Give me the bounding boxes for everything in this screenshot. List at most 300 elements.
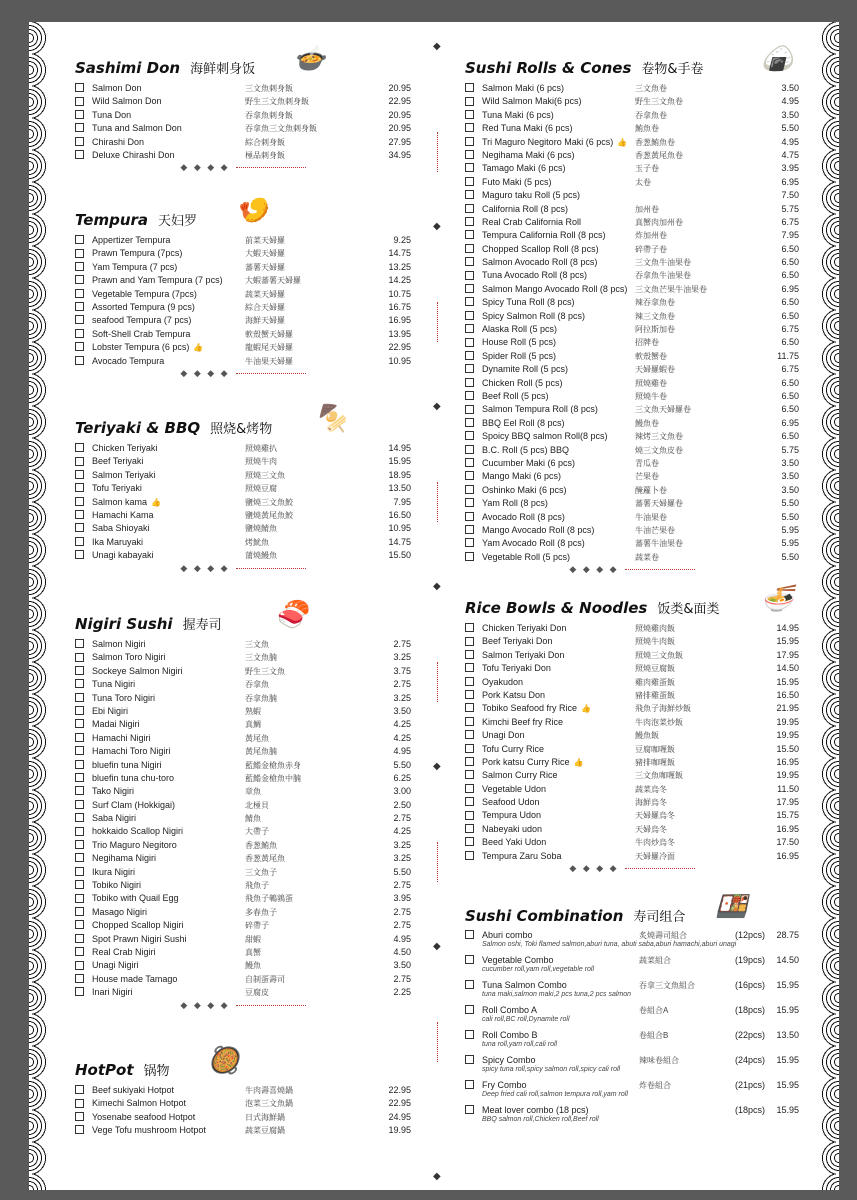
item-chinese-name: 大蝦蕃薯天婦羅 — [245, 276, 301, 286]
menu-item — [75, 879, 411, 892]
item-name-wrap — [482, 162, 566, 175]
item-checkbox[interactable] — [75, 639, 84, 648]
item-price: 16.75 — [388, 301, 411, 312]
item-chinese-name: 照燒豆腐 — [245, 484, 277, 494]
item-checkbox[interactable] — [75, 853, 84, 862]
item-name: California Roll (8 pcs) — [482, 203, 569, 214]
item-price: 10.95 — [388, 355, 411, 366]
item-checkbox[interactable] — [75, 356, 84, 365]
item-checkbox[interactable] — [75, 342, 84, 351]
item-checkbox[interactable] — [465, 471, 474, 480]
item-checkbox[interactable] — [75, 666, 84, 675]
item-chinese-name: 太卷 — [635, 177, 651, 187]
bowl-illustration-icon: 🍲 — [293, 44, 326, 74]
item-name-wrap — [482, 511, 565, 524]
section-divider: ◆ ◆ ◆ ◆ — [465, 564, 799, 578]
item-name: Ebi Nigiri — [92, 705, 129, 716]
item-name-wrap — [92, 136, 144, 149]
item-checkbox[interactable] — [465, 338, 474, 347]
hand-roll-illustration-icon: 🍙 — [761, 44, 794, 74]
combo-chinese-name: 卷組合A — [639, 1006, 669, 1015]
menu-item — [75, 705, 411, 718]
item-price: 3.25 — [393, 692, 411, 703]
item-checkbox[interactable] — [75, 289, 84, 298]
item-name-wrap — [482, 229, 606, 242]
item-checkbox[interactable] — [465, 271, 474, 280]
item-name: hokkaido Scallop Nigiri — [92, 826, 184, 837]
item-checkbox[interactable] — [75, 733, 84, 742]
item-checkbox[interactable] — [75, 1112, 84, 1121]
item-checkbox[interactable] — [465, 244, 474, 253]
item-price: 14.95 — [776, 623, 799, 633]
item-checkbox[interactable] — [465, 538, 474, 547]
item-name-wrap — [482, 769, 558, 782]
item-checkbox[interactable] — [75, 693, 84, 702]
item-chinese-name: 照燒牛肉飯 — [635, 637, 675, 647]
item-checkbox[interactable] — [465, 824, 474, 833]
item-checkbox[interactable] — [75, 329, 84, 338]
item-price: 7.50 — [781, 190, 799, 201]
item-chinese-name: 鹽燒三文魚鮫 — [245, 497, 293, 507]
item-checkbox[interactable] — [465, 512, 474, 521]
item-checkbox[interactable] — [465, 623, 474, 632]
item-checkbox[interactable] — [465, 1055, 474, 1064]
item-checkbox[interactable] — [465, 837, 474, 846]
item-name-wrap — [482, 662, 551, 675]
item-checkbox[interactable] — [465, 364, 474, 373]
item-checkbox[interactable] — [465, 163, 474, 172]
item-chinese-name: 鹽燒鯖魚 — [245, 524, 277, 534]
item-price: 24.95 — [388, 1111, 411, 1122]
item-name: Prawn and Yam Tempura (7 pcs) — [92, 275, 223, 286]
item-checkbox[interactable] — [75, 550, 84, 559]
item-checkbox[interactable] — [75, 110, 84, 119]
item-name: Salmon Don — [92, 83, 142, 93]
item-chinese-name: 鰻魚卷 — [635, 418, 659, 428]
item-checkbox[interactable] — [465, 677, 474, 686]
item-checkbox[interactable] — [465, 110, 474, 119]
item-checkbox[interactable] — [75, 150, 84, 159]
item-checkbox[interactable] — [465, 930, 474, 939]
item-checkbox[interactable] — [75, 83, 84, 92]
item-name-wrap — [482, 524, 594, 537]
item-checkbox[interactable] — [75, 773, 84, 782]
item-price: 10.95 — [388, 523, 411, 534]
combo-chinese-name: 吞拿三文魚組合 — [639, 981, 695, 990]
menu-item — [465, 283, 799, 296]
item-name: Ikura Nigiri — [92, 866, 136, 877]
item-price: 3.95 — [781, 163, 799, 174]
item-checkbox[interactable] — [465, 717, 474, 726]
item-checkbox[interactable] — [75, 813, 84, 822]
item-chinese-name: 香葱鮪魚 — [245, 840, 277, 850]
item-checkbox[interactable] — [75, 947, 84, 956]
item-checkbox[interactable] — [465, 445, 474, 454]
item-checkbox[interactable] — [465, 498, 474, 507]
item-name: Unagi Don — [482, 730, 525, 741]
item-name: Spicy Salmon Roll (8 pcs) — [482, 310, 586, 321]
item-checkbox[interactable] — [75, 137, 84, 146]
item-checkbox[interactable] — [465, 378, 474, 387]
item-name-wrap — [92, 328, 190, 341]
item-price: 16.50 — [776, 689, 799, 700]
item-checkbox[interactable] — [465, 177, 474, 186]
item-name-wrap — [482, 136, 627, 149]
item-checkbox[interactable] — [75, 523, 84, 532]
item-name: Maguro taku Roll (5 pcs) — [482, 190, 581, 201]
item-chinese-name: 鯖魚 — [245, 814, 261, 824]
item-checkbox[interactable] — [75, 302, 84, 311]
item-checkbox[interactable] — [75, 679, 84, 688]
item-checkbox[interactable] — [465, 230, 474, 239]
item-chinese-name: 蔬菜豆腐鍋 — [245, 1126, 285, 1136]
item-name-wrap — [92, 1084, 174, 1097]
item-price: 15.95 — [776, 636, 799, 647]
item-checkbox[interactable] — [465, 204, 474, 213]
item-name-wrap — [482, 310, 585, 323]
item-name-wrap — [92, 959, 139, 972]
item-checkbox[interactable] — [465, 405, 474, 414]
item-name: Salmon kama — [92, 496, 148, 507]
item-name-wrap — [92, 852, 156, 865]
combo-chinese-name: 辣味卷組合 — [639, 1056, 679, 1065]
item-name: Soft-Shell Crab Tempura — [92, 328, 191, 339]
item-checkbox[interactable] — [75, 443, 84, 452]
item-name: Dynamite Roll (5 pcs) — [482, 364, 569, 375]
item-checkbox[interactable] — [465, 97, 474, 106]
menu-item — [465, 189, 799, 202]
section-sushi-combination — [465, 892, 799, 1130]
menu-item — [75, 933, 411, 946]
item-chinese-name: 三文魚腩 — [245, 653, 277, 663]
item-checkbox[interactable] — [75, 262, 84, 271]
item-name: House Roll (5 pcs) — [482, 337, 557, 348]
item-chinese-name: 甜蝦 — [245, 934, 261, 944]
item-name: Tofu Teriyaki Don — [482, 663, 551, 674]
item-checkbox[interactable] — [465, 257, 474, 266]
item-checkbox[interactable] — [465, 431, 474, 440]
menu-item — [75, 919, 411, 932]
item-chinese-name: 碎帶子卷 — [635, 244, 667, 254]
item-checkbox[interactable] — [465, 83, 474, 92]
menu-item — [75, 1124, 411, 1137]
item-chinese-name: 蔬菜天婦羅 — [245, 289, 285, 299]
item-name-wrap — [482, 756, 584, 769]
item-checkbox[interactable] — [465, 1105, 474, 1114]
item-price: 6.95 — [781, 176, 799, 187]
item-checkbox[interactable] — [465, 730, 474, 739]
item-checkbox[interactable] — [465, 757, 474, 766]
item-checkbox[interactable] — [75, 97, 84, 106]
item-price: 20.95 — [388, 109, 411, 120]
item-checkbox[interactable] — [75, 987, 84, 996]
item-checkbox[interactable] — [75, 510, 84, 519]
item-name-wrap — [482, 676, 523, 689]
menu-item — [465, 796, 799, 809]
item-name: Beef Teriyaki Don — [482, 636, 553, 647]
item-name: Yosenabe seafood Hotpot — [92, 1111, 196, 1122]
item-checkbox[interactable] — [75, 706, 84, 715]
item-name-wrap — [92, 1111, 195, 1124]
item-checkbox[interactable] — [465, 418, 474, 427]
menu-item — [75, 509, 411, 522]
item-checkbox[interactable] — [75, 907, 84, 916]
item-price: 16.95 — [776, 756, 799, 767]
item-checkbox[interactable] — [465, 784, 474, 793]
item-price: 5.75 — [781, 444, 799, 455]
item-chinese-name: 三文魚芒果牛油果卷 — [635, 284, 707, 294]
menu-item — [465, 537, 799, 550]
item-name-wrap — [92, 986, 133, 999]
item-name: Vege Tofu mushroom Hotpot — [92, 1125, 206, 1136]
item-checkbox[interactable] — [75, 315, 84, 324]
item-checkbox[interactable] — [465, 217, 474, 226]
combo-piece-count: (21pcs) — [735, 1080, 766, 1090]
item-checkbox[interactable] — [75, 760, 84, 769]
item-checkbox[interactable] — [465, 485, 474, 494]
item-checkbox[interactable] — [465, 190, 474, 199]
item-name-wrap — [92, 946, 156, 959]
item-checkbox[interactable] — [75, 653, 84, 662]
item-name-wrap — [482, 716, 563, 729]
item-chinese-name: 照燒牛卷 — [635, 391, 667, 401]
item-name-wrap — [92, 879, 141, 892]
item-checkbox[interactable] — [465, 637, 474, 646]
item-name: Tuna Toro Nigiri — [92, 692, 156, 703]
item-checkbox[interactable] — [75, 746, 84, 755]
item-chinese-name: 章魚 — [245, 787, 261, 797]
item-name: Avocado Roll (8 pcs) — [482, 511, 565, 522]
item-name-wrap — [92, 341, 203, 354]
item-chinese-name: 吞拿魚牛油果卷 — [635, 271, 691, 281]
item-checkbox[interactable] — [465, 351, 474, 360]
item-price: 4.25 — [393, 826, 411, 837]
menu-item — [75, 812, 411, 825]
item-price: 6.25 — [393, 772, 411, 783]
menu-item — [75, 651, 411, 664]
item-checkbox[interactable] — [465, 123, 474, 132]
item-name-wrap — [482, 149, 575, 162]
menu-item — [465, 82, 799, 95]
item-name-wrap — [92, 825, 183, 838]
item-checkbox[interactable] — [465, 1080, 474, 1089]
menu-item — [75, 959, 411, 972]
item-checkbox[interactable] — [465, 1030, 474, 1039]
item-checkbox[interactable] — [465, 770, 474, 779]
item-checkbox[interactable] — [465, 324, 474, 333]
item-name-wrap — [482, 649, 564, 662]
item-name-wrap — [482, 350, 556, 363]
item-checkbox[interactable] — [465, 980, 474, 989]
item-name-wrap — [92, 839, 177, 852]
section-teriyaki-bbq — [75, 404, 411, 577]
item-name-wrap — [92, 482, 142, 495]
item-chinese-name: 前菜天婦羅 — [245, 236, 285, 245]
item-checkbox[interactable] — [75, 497, 84, 506]
menu-item — [75, 825, 411, 838]
item-checkbox[interactable] — [75, 800, 84, 809]
item-name: Yam Tempura (7 pcs) — [92, 261, 178, 272]
item-name: Real Crab California Roll — [482, 216, 582, 227]
item-name-wrap — [482, 336, 556, 349]
item-checkbox[interactable] — [465, 663, 474, 672]
item-checkbox[interactable] — [75, 880, 84, 889]
item-price: 7.95 — [393, 496, 411, 507]
item-checkbox[interactable] — [465, 797, 474, 806]
item-checkbox[interactable] — [75, 1099, 84, 1108]
menu-item — [75, 852, 411, 865]
menu-item — [465, 649, 799, 662]
item-checkbox[interactable] — [465, 284, 474, 293]
menu-item — [75, 288, 411, 301]
item-checkbox[interactable] — [75, 867, 84, 876]
menu-item — [465, 203, 799, 216]
item-checkbox[interactable] — [75, 123, 84, 132]
item-chinese-name: 鮪魚卷 — [635, 124, 659, 134]
item-checkbox[interactable] — [465, 150, 474, 159]
item-name: Chopped Scallop Roll (8 pcs) — [482, 243, 599, 254]
item-name: Appertizer Tempura — [92, 235, 171, 245]
item-name: Spoicy BBQ salmon Roll(8 pcs) — [482, 431, 608, 442]
thumbs-up-icon: 👍 — [617, 137, 628, 147]
item-checkbox[interactable] — [465, 851, 474, 860]
item-checkbox[interactable] — [75, 470, 84, 479]
item-checkbox[interactable] — [465, 391, 474, 400]
item-checkbox[interactable] — [465, 703, 474, 712]
item-name-wrap — [482, 457, 575, 470]
menu-item — [75, 455, 411, 468]
item-checkbox[interactable] — [465, 650, 474, 659]
item-checkbox[interactable] — [75, 840, 84, 849]
item-chinese-name: 天婦羅烏冬 — [635, 811, 675, 821]
item-checkbox[interactable] — [75, 961, 84, 970]
item-checkbox[interactable] — [75, 537, 84, 546]
item-price: 2.25 — [393, 987, 411, 998]
item-name: Sockeye Salmon Nigiri — [92, 665, 183, 676]
item-price: 19.95 — [776, 770, 799, 781]
item-checkbox[interactable] — [465, 311, 474, 320]
item-name-wrap — [92, 906, 147, 919]
item-name: Unagi Nigiri — [92, 960, 139, 971]
item-price: 5.75 — [781, 203, 799, 214]
combo-piece-count: (16pcs) — [735, 980, 766, 990]
item-checkbox[interactable] — [75, 1125, 84, 1134]
item-chinese-name: 吞拿魚腩 — [245, 693, 277, 703]
item-chinese-name: 豬排咖喱飯 — [635, 757, 675, 767]
item-chinese-name: 牛肉炒烏冬 — [635, 838, 675, 848]
item-price: 11.75 — [777, 350, 799, 361]
menu-item — [75, 95, 411, 108]
item-chinese-name: 豆腐咖喱飯 — [635, 744, 675, 754]
item-chinese-name: 藍鰭金槍魚中腩 — [245, 773, 301, 783]
item-name-wrap — [92, 892, 179, 905]
item-name-wrap — [482, 444, 569, 457]
item-name-wrap — [482, 82, 564, 95]
item-checkbox[interactable] — [75, 235, 84, 244]
item-name: Pork Katsu Don — [482, 689, 546, 700]
item-name: Hamachi Toro Nigiri — [92, 746, 171, 757]
menu-item — [465, 551, 799, 564]
item-checkbox[interactable] — [465, 955, 474, 964]
item-checkbox[interactable] — [465, 690, 474, 699]
item-chinese-name: 鰻魚飯 — [635, 731, 659, 741]
item-checkbox[interactable] — [465, 297, 474, 306]
item-checkbox[interactable] — [465, 744, 474, 753]
menu-item — [465, 336, 799, 349]
item-checkbox[interactable] — [465, 1005, 474, 1014]
item-name-wrap — [92, 122, 182, 135]
item-name: Tuna and Salmon Don — [92, 123, 182, 134]
item-price: 4.95 — [781, 136, 799, 147]
menu-item — [465, 484, 799, 497]
item-price: 4.95 — [393, 933, 411, 944]
item-price: 19.95 — [776, 716, 799, 727]
item-name-wrap — [482, 203, 568, 216]
item-chinese-name: 牛油芒果卷 — [635, 525, 675, 535]
item-chinese-name: 軟殼蟹天婦羅 — [245, 329, 293, 339]
item-checkbox[interactable] — [75, 974, 84, 983]
item-checkbox[interactable] — [75, 827, 84, 836]
item-checkbox[interactable] — [465, 458, 474, 467]
item-price: 3.50 — [393, 960, 411, 971]
item-chinese-name: 鰻魚 — [245, 961, 261, 971]
item-chinese-name: 加州卷 — [635, 204, 659, 214]
item-name: Tako Nigiri — [92, 786, 135, 797]
menu-item — [75, 638, 411, 651]
item-name-wrap — [92, 95, 162, 108]
item-checkbox[interactable] — [75, 894, 84, 903]
item-checkbox[interactable] — [75, 249, 84, 258]
item-chinese-name: 牛油果天婦羅 — [245, 356, 293, 366]
item-checkbox[interactable] — [75, 786, 84, 795]
item-checkbox[interactable] — [75, 934, 84, 943]
menu-item — [75, 892, 411, 905]
item-name-wrap — [92, 522, 150, 535]
menu-item — [75, 469, 411, 482]
item-price: 22.95 — [388, 1085, 411, 1095]
item-name-wrap — [482, 363, 568, 376]
item-checkbox[interactable] — [75, 457, 84, 466]
item-chinese-name: 飛魚子海鮮炒飯 — [635, 704, 691, 714]
item-chinese-name: 照燒豆腐飯 — [635, 664, 675, 674]
item-checkbox[interactable] — [75, 275, 84, 284]
item-name: Alaska Roll (5 pcs) — [482, 324, 558, 335]
item-name-wrap — [92, 109, 131, 122]
item-chinese-name: 三文魚 — [245, 640, 269, 649]
item-price: 11.50 — [777, 783, 799, 794]
item-price: 5.50 — [781, 498, 799, 509]
item-checkbox[interactable] — [75, 719, 84, 728]
item-checkbox[interactable] — [465, 137, 474, 146]
section-title: Tempura 天妇罗 🍤 — [75, 196, 268, 229]
item-chinese-name: 天婦羅蝦卷 — [635, 365, 675, 375]
combo-chinese-name: 卷組合B — [639, 1031, 669, 1040]
item-price: 22.95 — [388, 1098, 411, 1109]
item-checkbox[interactable] — [75, 483, 84, 492]
item-chinese-name: 蕃薯天婦羅 — [245, 262, 285, 272]
item-checkbox[interactable] — [75, 1085, 84, 1094]
item-chinese-name: 照燒牛肉 — [245, 457, 277, 467]
item-price: 4.95 — [393, 746, 411, 757]
menu-item — [465, 216, 799, 229]
item-checkbox[interactable] — [465, 552, 474, 561]
item-name-wrap — [92, 866, 135, 879]
item-checkbox[interactable] — [465, 525, 474, 534]
item-name-wrap — [482, 729, 525, 742]
combo-price: 28.75 — [776, 930, 799, 940]
item-checkbox[interactable] — [75, 920, 84, 929]
item-checkbox[interactable] — [465, 811, 474, 820]
